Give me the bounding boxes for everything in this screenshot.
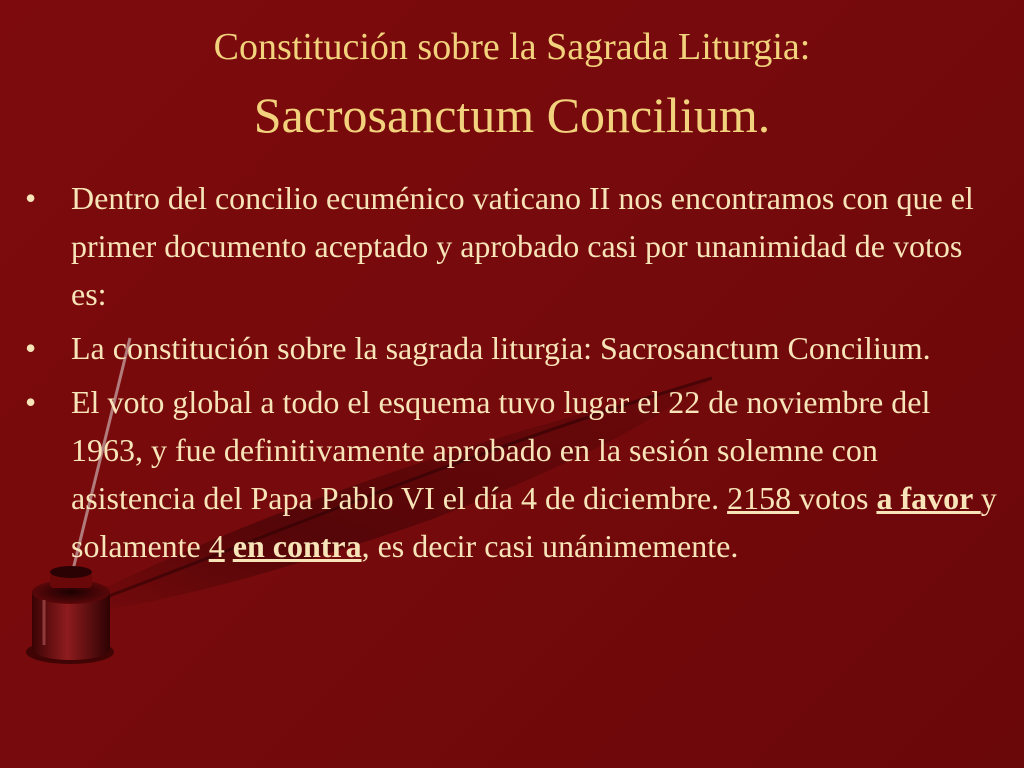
bullet-text-start: El voto global a todo el esquema tuvo lugar el 22 de noviembre del 1963, y fue definitivamente aprobado en la sesión solemne con asistencia del Papa Pablo VI el día 4 de diciembre. bbox=[71, 384, 931, 516]
bullet-dot-icon: • bbox=[25, 384, 37, 420]
votes-contra-count: 4 bbox=[208, 528, 225, 564]
bullet-item bbox=[25, 324, 1005, 372]
votes-favor-count: 2158 bbox=[727, 480, 800, 516]
space-text bbox=[225, 528, 233, 564]
inkwell-icon bbox=[26, 566, 114, 664]
bullet-list bbox=[25, 174, 1005, 576]
bullet-text-end: , es decir casi unánimemente. bbox=[361, 528, 739, 564]
slide-subtitle: Sacrosanctum Concilium. bbox=[253, 87, 771, 143]
connector-text: y solamente bbox=[71, 480, 997, 564]
bullet-text: Dentro del concilio ecuménico vaticano II nos encontramos con que el primer documento aceptado y aprobado casi por unanimidad de votos es: bbox=[71, 180, 974, 312]
bullet-dot-icon: • bbox=[25, 180, 37, 216]
votes-word: votos bbox=[799, 480, 877, 516]
bullet-text: La constitución sobre la sagrada liturgia: Sacrosanctum Concilium. bbox=[71, 330, 931, 366]
bullet-item bbox=[25, 174, 1005, 318]
favor-label: a favor bbox=[876, 480, 981, 516]
bullet-dot-icon: • bbox=[25, 330, 37, 366]
contra-label: en contra bbox=[232, 528, 362, 564]
slide-title: Constitución sobre la Sagrada Liturgia: bbox=[213, 26, 811, 68]
bullet-item bbox=[25, 378, 1005, 570]
